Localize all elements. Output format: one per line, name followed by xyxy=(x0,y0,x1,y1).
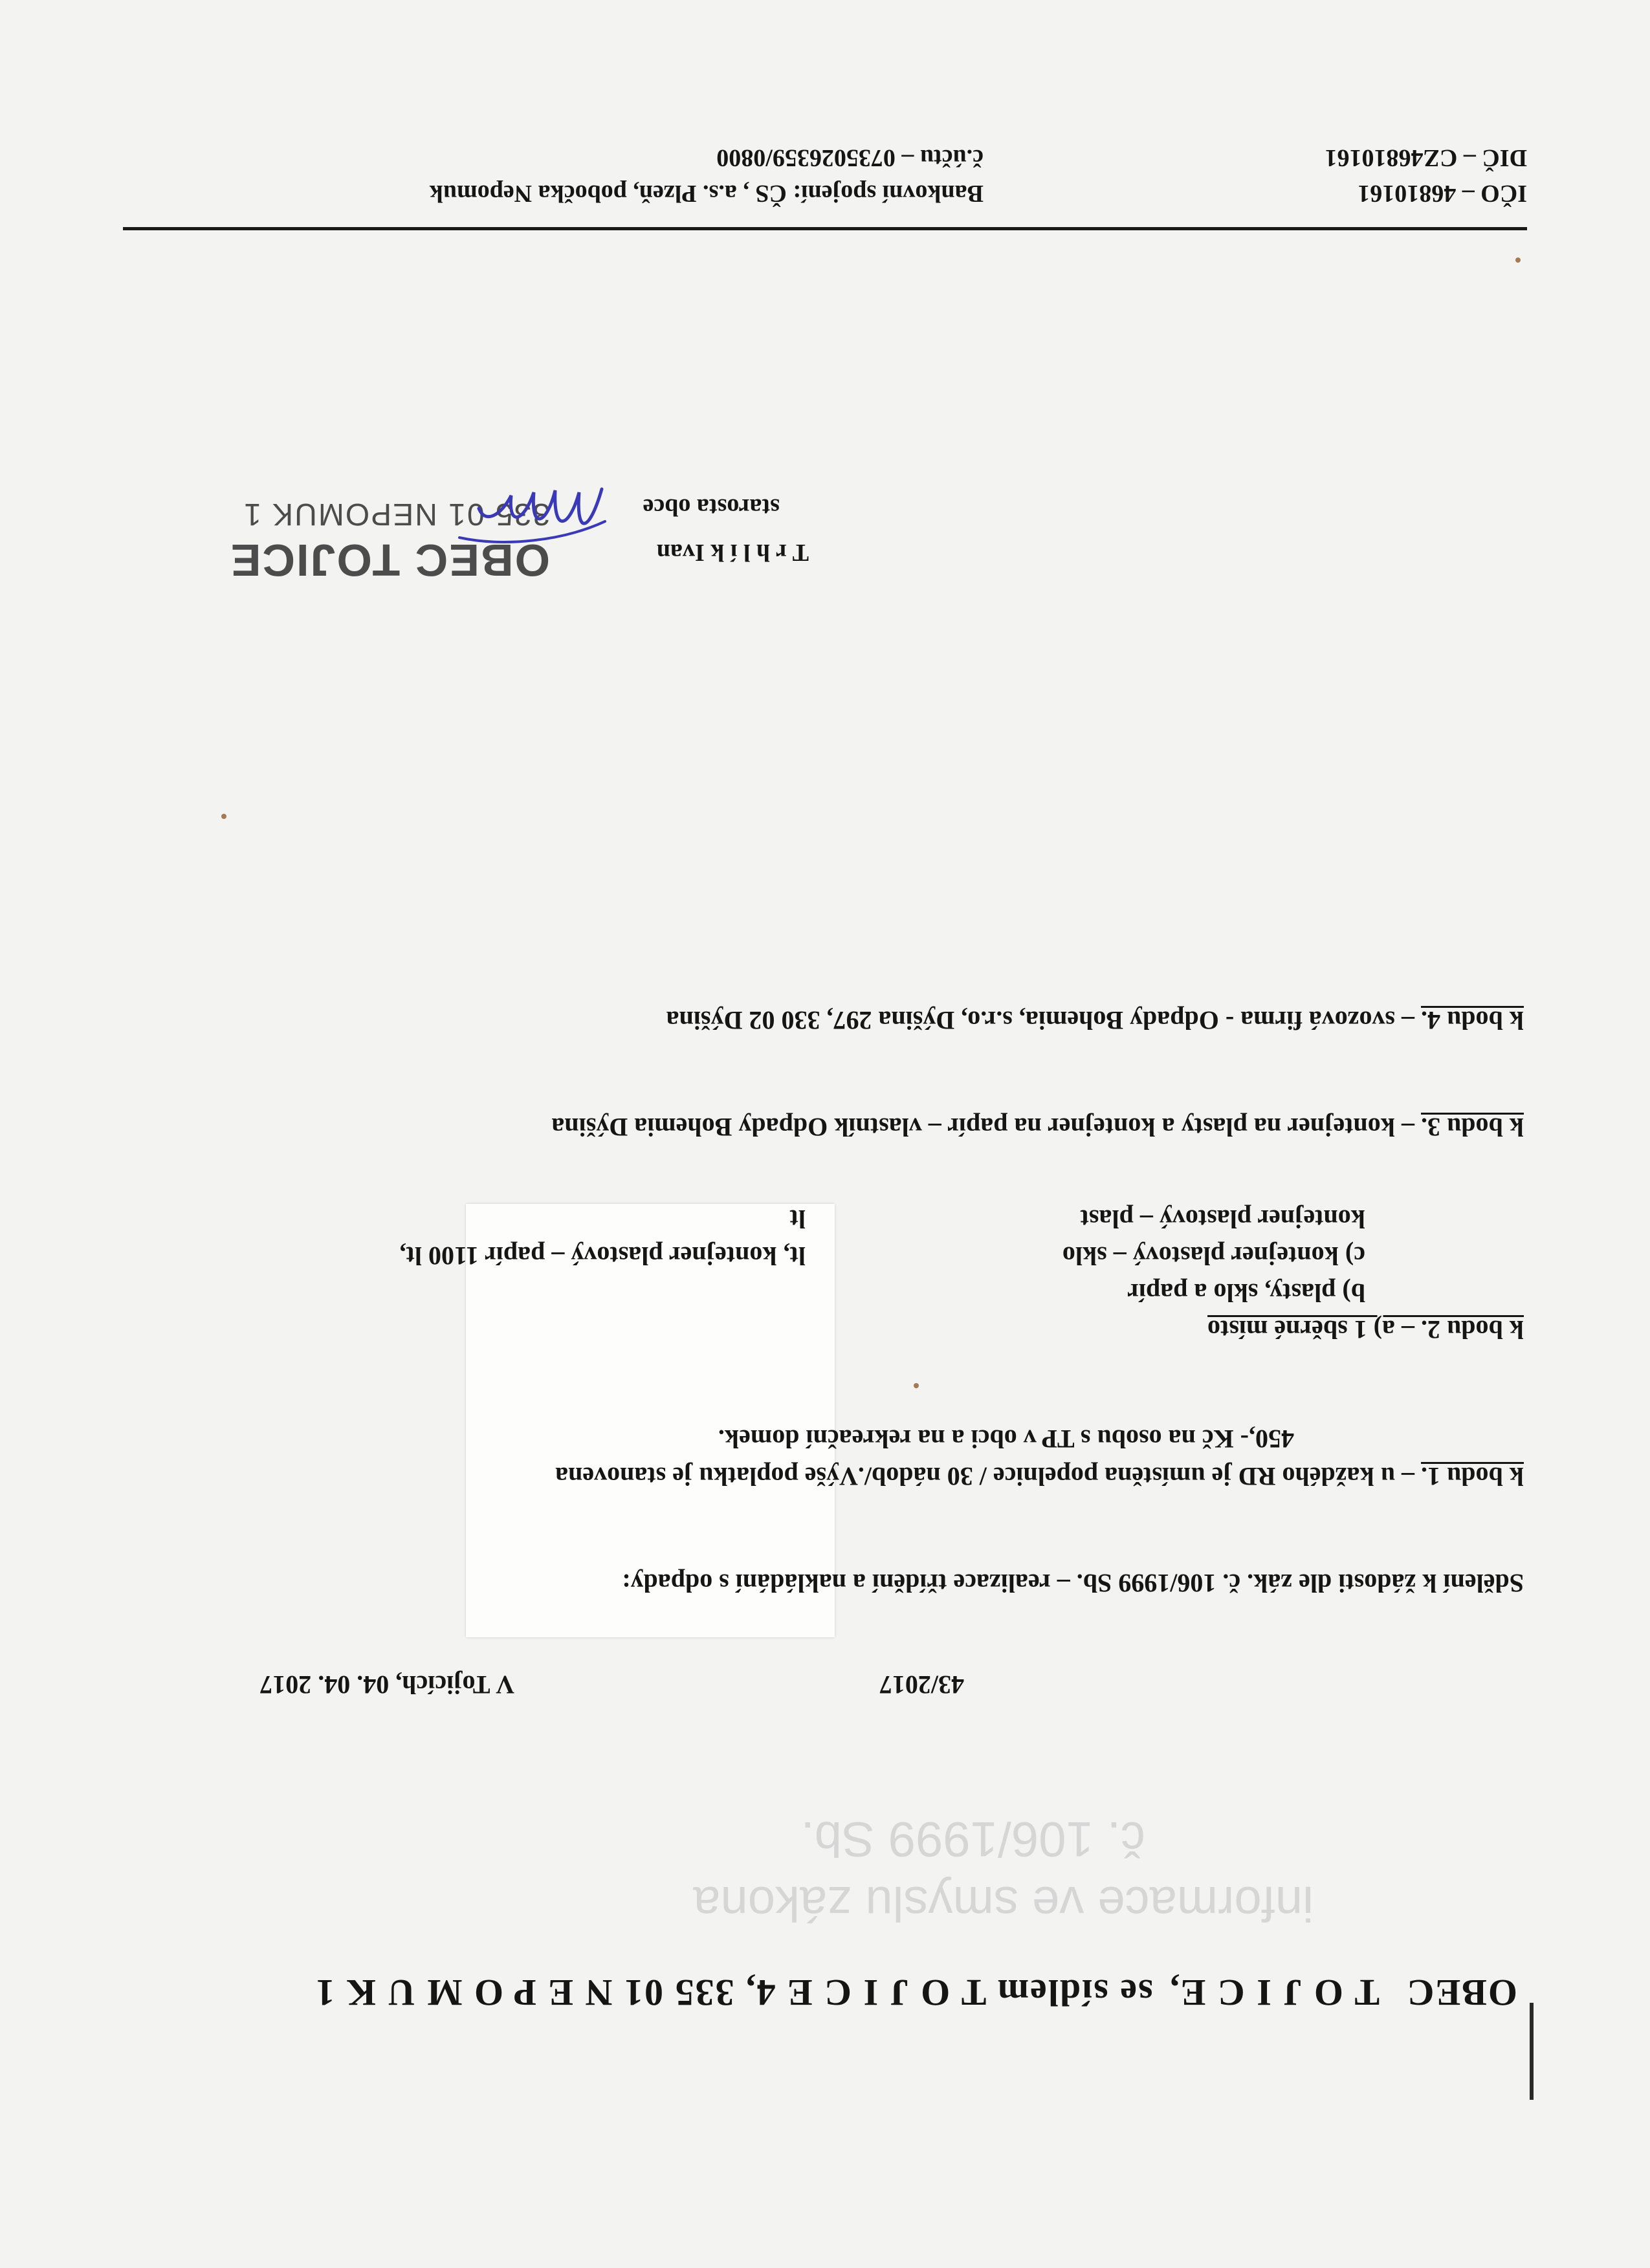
item-4-label: k bodu 4. xyxy=(1421,1006,1524,1035)
footer-dic: DIČ – CZ46810161 xyxy=(1325,144,1527,171)
item-4-text: – svozová firma - Odpady Bohemia, s.r.o, Dýšina 297, 330 02 Dýšina xyxy=(666,1006,1415,1035)
letterhead-title xyxy=(314,1971,1517,2014)
scan-speck-2 xyxy=(1515,257,1521,263)
item-3-text: – kontejner na plasty a kontejner na papír – vlastník Odpady Bohemia Dýšina xyxy=(551,1113,1415,1142)
stamp-line-2: 335 01 NEPOMUK 1 xyxy=(243,497,550,531)
letterhead-address: se sídlem T O J I C E 4, 335 01 N E P O M U K 1 xyxy=(314,1972,1153,2014)
scan-edge-mark xyxy=(1530,2003,1534,2100)
item-2-label: k bodu 2. – a) 1 sběrné místo xyxy=(1207,1315,1524,1344)
item-1 xyxy=(555,1461,1524,1492)
item-1-continued: 450,- Kč na osobu s TP v obci a na rekreační domek. xyxy=(718,1424,1294,1454)
footer-bank: Bankovní spojení: ČS , a.s. Plzeň, pobočka Nepomuk xyxy=(429,180,984,207)
footer-ico: IČO – 46810161 xyxy=(1358,180,1527,207)
footer-divider xyxy=(123,227,1527,230)
stamp-line-1: OBEC TOJICE xyxy=(229,535,550,585)
reference-number: 43/2017 xyxy=(879,1670,964,1699)
item-2-c-glass: c) kontejner plastový – sklo xyxy=(1062,1241,1365,1270)
bleed-through-text-2: č. 106/1999 Sb. xyxy=(800,1811,1145,1866)
letter-subject: Sdělení k žádosti dle zák. č. 106/1999 Sb. – realizace třídění a nakládání s odpady: xyxy=(622,1569,1524,1598)
item-3-label: k bodu 3. xyxy=(1421,1113,1524,1142)
signatory-name: T r h l í k Ivan xyxy=(656,539,809,566)
bleed-through-text-1: informace ve smyslu zákona xyxy=(693,1876,1314,1931)
item-2-d-plastic: kontejner plastový – plast xyxy=(1080,1205,1365,1234)
scan-speck-3 xyxy=(914,1383,919,1388)
item-1-text: – u každého RD je umístěna popelnice / 30 nádob/.Výše poplatku je stanovena xyxy=(555,1462,1415,1491)
letterhead-name: T O J I C E, xyxy=(1169,1972,1380,2014)
item-4 xyxy=(666,1005,1524,1036)
place-and-date: V Tojicích, 04. 04. 2017 xyxy=(259,1670,514,1699)
letterhead-obec: OBEC xyxy=(1405,1972,1517,2014)
item-1-label: k bodu 1. xyxy=(1421,1462,1524,1491)
item-2 xyxy=(1207,1314,1524,1345)
item-2-c-paper: lt, kontejner plastový – papír 1100 lt, xyxy=(399,1241,806,1270)
handwritten-signature xyxy=(446,463,615,560)
item-3 xyxy=(551,1112,1524,1142)
item-2-b: b) plasty, sklo a papír xyxy=(1127,1278,1365,1307)
scan-speck-1 xyxy=(221,814,226,819)
item-2-d-unit: lt xyxy=(789,1205,806,1234)
signatory-role: starosta obce xyxy=(643,494,780,521)
footer-account: č.účtu – 0735026359/0800 xyxy=(716,144,984,171)
